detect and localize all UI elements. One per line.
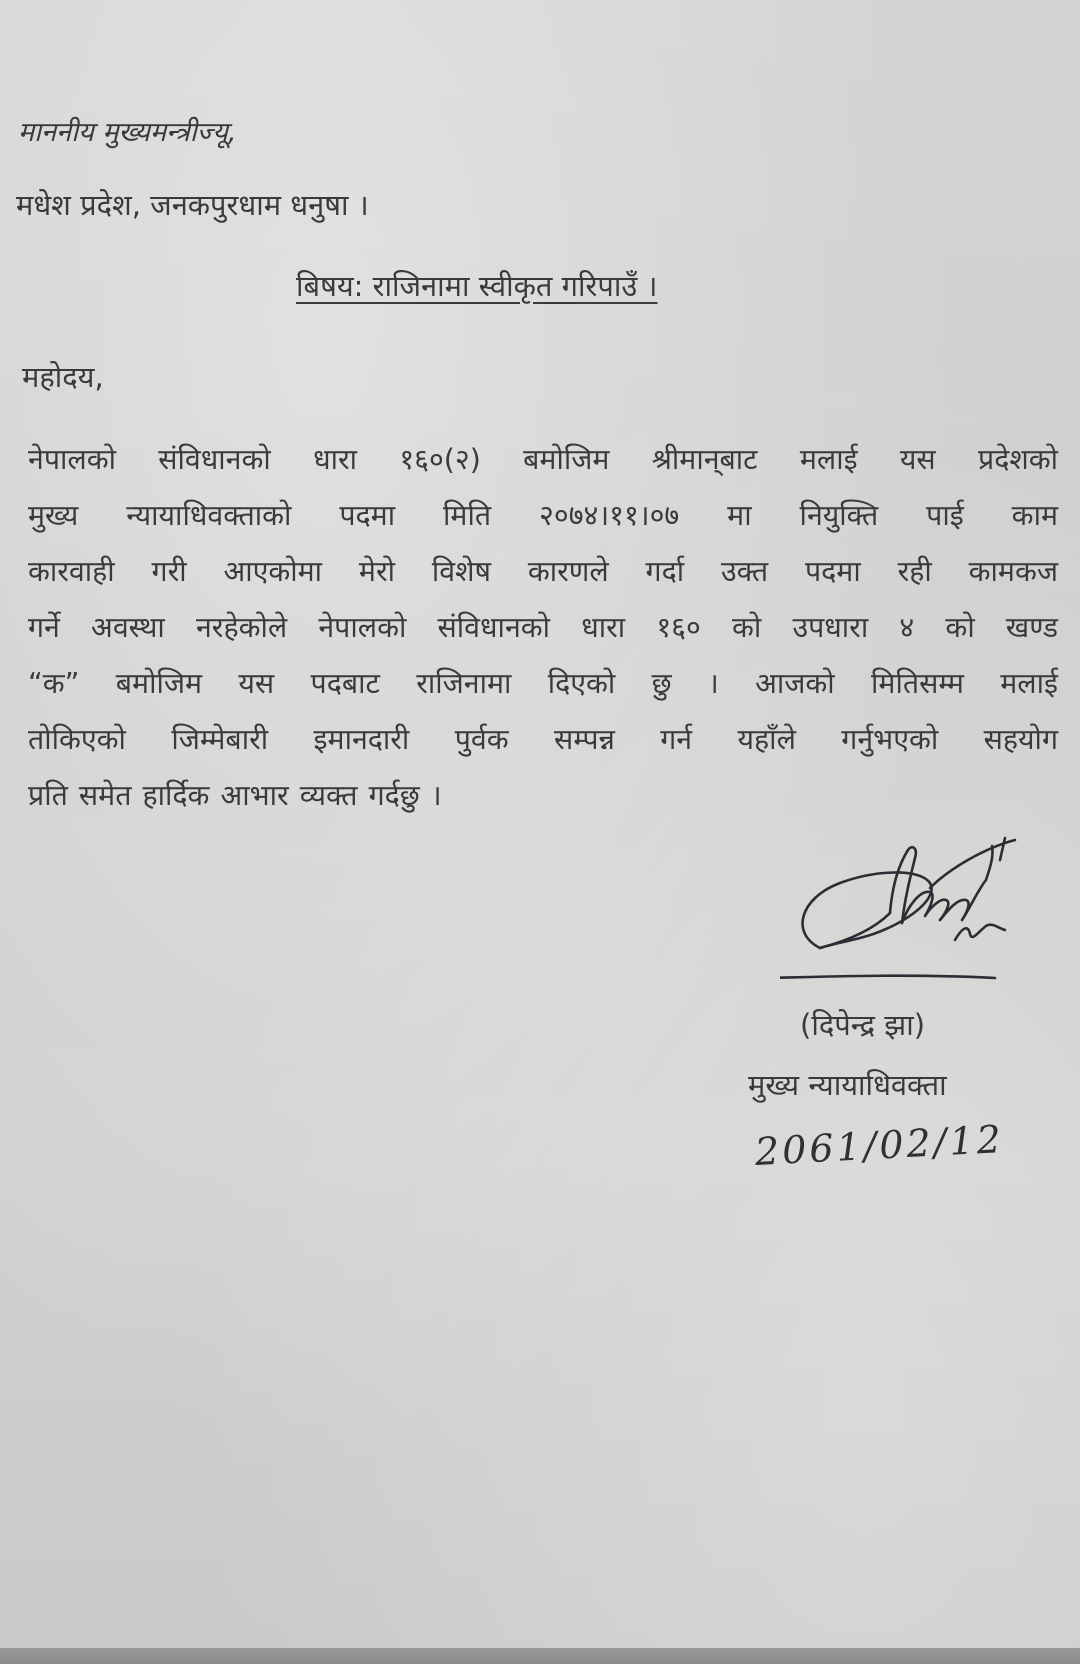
salutation: माननीय मुख्यमन्त्रीज्यू, xyxy=(18,117,237,148)
recipient-address: मधेश प्रदेश, जनकपुरधाम धनुषा । xyxy=(16,188,369,222)
body-line: नेपालको संविधानको धारा १६०(२) बमोजिम श्रीमान्‌बाट मलाई यस प्रदेशको xyxy=(28,443,1058,476)
signer-name: (दिपेन्द्र झा) xyxy=(800,1008,926,1042)
body-line: मुख्य न्यायाधिवक्ताको पदमा मिति २०७४।११।०७ मा नियुक्ति पाई काम xyxy=(28,499,1058,532)
page-bottom-edge xyxy=(0,1648,1080,1664)
signer-title: मुख्य न्यायाधिवक्ता xyxy=(748,1068,947,1102)
letter-body xyxy=(28,432,1058,824)
body-line: गर्ने अवस्था नरहेकोले नेपालको संविधानको धारा १६० को उपधारा ४ को खण्ड xyxy=(28,611,1058,644)
body-line: प्रति समेत हार्दिक आभार व्यक्त गर्दछु । xyxy=(28,779,442,812)
body-line: “क” बमोजिम यस पदबाट राजिनामा दिएको छु । आजको मितिसम्म मलाई xyxy=(28,667,1058,700)
signature xyxy=(780,828,1050,988)
body-line: कारवाही गरी आएकोमा मेरो विशेष कारणले गर्दा उक्त पदमा रही कामकज xyxy=(28,555,1058,588)
subject-line: बिषय: राजिनामा स्वीकृत गरिपाउँ । xyxy=(296,269,658,303)
greeting: महोदय, xyxy=(22,360,104,394)
body-line: तोकिएको जिम्मेबारी इमानदारी पुर्वक सम्पन्न गर्न यहाँले गर्नुभएको सहयोग xyxy=(28,723,1058,756)
handwritten-date: 2061/02/12 xyxy=(753,1116,1005,1174)
